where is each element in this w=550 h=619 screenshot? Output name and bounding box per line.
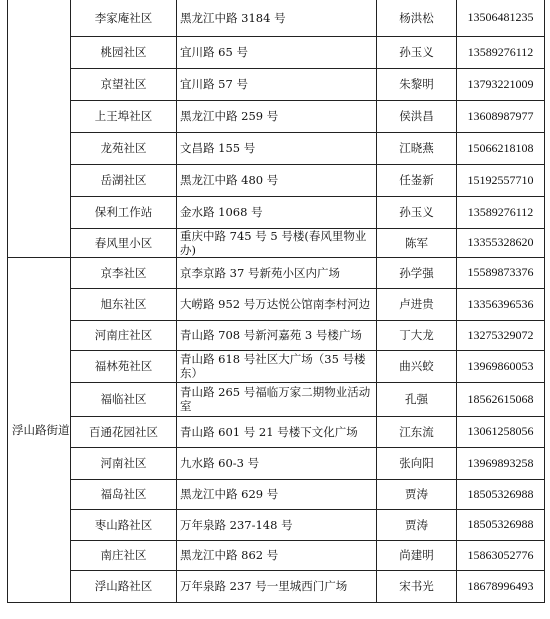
community-name-cell: 百通花园社区 bbox=[71, 416, 177, 447]
address-cell: 黑龙江中路 259 号 bbox=[177, 100, 377, 132]
phone-number-cell: 15192557710 bbox=[457, 164, 545, 196]
community-name-cell: 河南社区 bbox=[71, 447, 177, 479]
contact-person-cell: 贾涛 bbox=[377, 479, 457, 509]
phone-number-cell: 18505326988 bbox=[457, 479, 545, 509]
contact-person-cell: 孙玉义 bbox=[377, 196, 457, 228]
street-name-cell bbox=[8, 0, 71, 257]
address-cell: 宜川路 57 号 bbox=[177, 68, 377, 100]
address-cell: 青山路 618 号社区大广场（35 号楼东） bbox=[177, 350, 377, 382]
phone-number-cell: 13275329072 bbox=[457, 320, 545, 350]
community-name-cell: 京望社区 bbox=[71, 68, 177, 100]
contact-person-cell: 尚建明 bbox=[377, 540, 457, 570]
phone-number-cell: 13589276112 bbox=[457, 196, 545, 228]
community-name-cell: 李家庵社区 bbox=[71, 0, 177, 36]
table-row bbox=[8, 257, 545, 288]
phone-number-cell: 13793221009 bbox=[457, 68, 545, 100]
address-cell: 黑龙江中路 3184 号 bbox=[177, 0, 377, 36]
phone-number-cell: 13589276112 bbox=[457, 36, 545, 68]
contact-person-cell: 陈军 bbox=[377, 228, 457, 257]
contact-person-cell: 孙玉义 bbox=[377, 36, 457, 68]
table-row bbox=[8, 570, 545, 602]
contact-person-cell: 江东流 bbox=[377, 416, 457, 447]
phone-number-cell: 18678996493 bbox=[457, 570, 545, 602]
address-cell: 青山路 708 号新河嘉苑 3 号楼广场 bbox=[177, 320, 377, 350]
phone-number-cell: 13355328620 bbox=[457, 228, 545, 257]
table-row bbox=[8, 320, 545, 350]
community-name-cell: 福临社区 bbox=[71, 382, 177, 416]
phone-number-cell: 15066218108 bbox=[457, 132, 545, 164]
contact-person-cell: 宋书光 bbox=[377, 570, 457, 602]
phone-number-cell: 13506481235 bbox=[457, 0, 545, 36]
address-cell: 金水路 1068 号 bbox=[177, 196, 377, 228]
community-name-cell: 上王埠社区 bbox=[71, 100, 177, 132]
table-row bbox=[8, 540, 545, 570]
community-name-cell: 福林苑社区 bbox=[71, 350, 177, 382]
contact-person-cell: 任崟新 bbox=[377, 164, 457, 196]
community-name-cell: 南庄社区 bbox=[71, 540, 177, 570]
contact-person-cell: 江晓燕 bbox=[377, 132, 457, 164]
contact-person-cell: 孙学强 bbox=[377, 257, 457, 288]
table-row bbox=[8, 0, 545, 36]
table-row bbox=[8, 68, 545, 100]
address-cell: 青山路 265 号福临万家二期物业活动室 bbox=[177, 382, 377, 416]
address-cell: 黑龙江中路 480 号 bbox=[177, 164, 377, 196]
phone-number-cell: 13061258056 bbox=[457, 416, 545, 447]
address-cell: 京李京路 37 号新苑小区内广场 bbox=[177, 257, 377, 288]
table-row bbox=[8, 164, 545, 196]
community-name-cell: 岳湖社区 bbox=[71, 164, 177, 196]
table-row bbox=[8, 382, 545, 416]
community-name-cell: 浮山路社区 bbox=[71, 570, 177, 602]
contact-person-cell: 侯洪昌 bbox=[377, 100, 457, 132]
table-row bbox=[8, 447, 545, 479]
address-cell: 重庆中路 745 号 5 号楼(春风里物业办) bbox=[177, 228, 377, 257]
community-name-cell: 保利工作站 bbox=[71, 196, 177, 228]
community-name-cell: 旭东社区 bbox=[71, 288, 177, 320]
contact-person-cell: 曲兴蛟 bbox=[377, 350, 457, 382]
phone-number-cell: 13608987977 bbox=[457, 100, 545, 132]
contact-person-cell: 丁大龙 bbox=[377, 320, 457, 350]
community-name-cell: 枣山路社区 bbox=[71, 509, 177, 540]
contact-person-cell: 贾涛 bbox=[377, 509, 457, 540]
phone-number-cell: 13969893258 bbox=[457, 447, 545, 479]
phone-number-cell: 15863052776 bbox=[457, 540, 545, 570]
community-name-cell: 京李社区 bbox=[71, 257, 177, 288]
contact-person-cell: 孔强 bbox=[377, 382, 457, 416]
phone-number-cell: 13969860053 bbox=[457, 350, 545, 382]
address-cell: 大崂路 952 号万达悦公馆南李村河边 bbox=[177, 288, 377, 320]
community-name-cell: 龙苑社区 bbox=[71, 132, 177, 164]
address-cell: 黑龙江中路 629 号 bbox=[177, 479, 377, 509]
address-cell: 文昌路 155 号 bbox=[177, 132, 377, 164]
community-table bbox=[7, 0, 545, 603]
table-row bbox=[8, 100, 545, 132]
address-cell: 万年泉路 237-148 号 bbox=[177, 509, 377, 540]
table-row bbox=[8, 228, 545, 257]
address-cell: 黑龙江中路 862 号 bbox=[177, 540, 377, 570]
address-cell: 万年泉路 237 号一里城西门广场 bbox=[177, 570, 377, 602]
phone-number-cell: 18562615068 bbox=[457, 382, 545, 416]
address-cell: 九水路 60-3 号 bbox=[177, 447, 377, 479]
contact-person-cell: 卢进贵 bbox=[377, 288, 457, 320]
contact-person-cell: 杨洪松 bbox=[377, 0, 457, 36]
table-row bbox=[8, 132, 545, 164]
table-row bbox=[8, 479, 545, 509]
street-name-cell: 浮山路街道 bbox=[8, 257, 71, 602]
table-row bbox=[8, 36, 545, 68]
table-row bbox=[8, 196, 545, 228]
address-cell: 宜川路 65 号 bbox=[177, 36, 377, 68]
community-name-cell: 桃园社区 bbox=[71, 36, 177, 68]
phone-number-cell: 15589873376 bbox=[457, 257, 545, 288]
community-name-cell: 福岛社区 bbox=[71, 479, 177, 509]
table-row bbox=[8, 288, 545, 320]
phone-number-cell: 18505326988 bbox=[457, 509, 545, 540]
contact-person-cell: 朱黎明 bbox=[377, 68, 457, 100]
community-name-cell: 河南庄社区 bbox=[71, 320, 177, 350]
address-cell: 青山路 601 号 21 号楼下文化广场 bbox=[177, 416, 377, 447]
table-row bbox=[8, 350, 545, 382]
community-name-cell: 春风里小区 bbox=[71, 228, 177, 257]
table-row bbox=[8, 509, 545, 540]
community-table-body bbox=[8, 0, 545, 602]
table-row bbox=[8, 416, 545, 447]
contact-person-cell: 张向阳 bbox=[377, 447, 457, 479]
phone-number-cell: 13356396536 bbox=[457, 288, 545, 320]
